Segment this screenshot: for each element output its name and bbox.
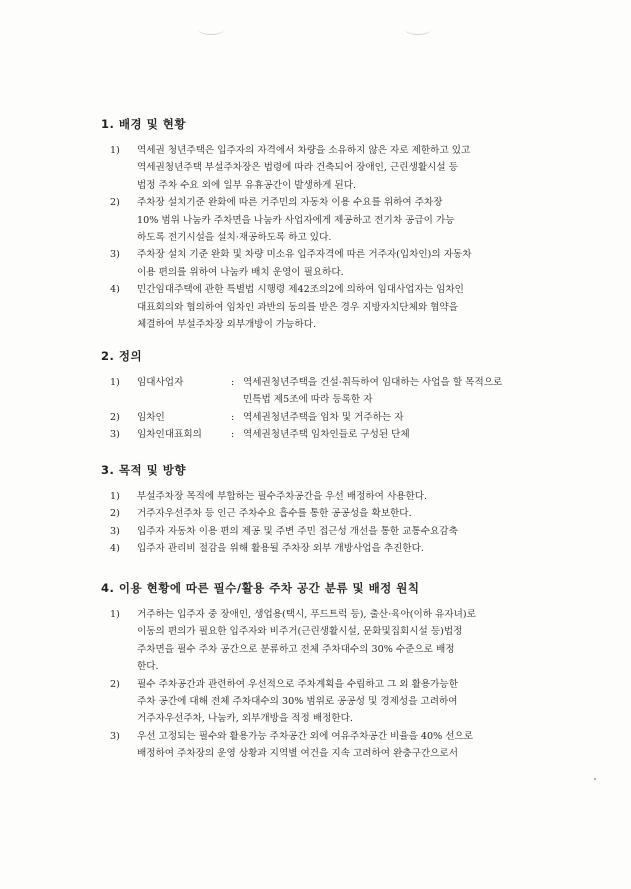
list-item bbox=[101, 540, 541, 557]
text-line: 역세권청년주택을 건설·취득하여 임대하는 사업을 할 목적으로 bbox=[243, 377, 503, 388]
item-number: 3) bbox=[110, 525, 120, 537]
list-item bbox=[101, 505, 541, 522]
text-line: 주차장 설치기준 완화에 따른 거주민의 자동차 이용 수요를 위하여 주차장 bbox=[137, 197, 443, 209]
text-line: 이용 편의를 위하여 나눔카 배치 운영이 필요하다. bbox=[137, 266, 344, 278]
section-purpose bbox=[101, 462, 541, 558]
text-line: 법정 주차 수요 외에 일부 유휴공간이 발생하게 된다. bbox=[137, 179, 357, 191]
text-line: 체결하여 부설주차장 외부개방이 가능하다. bbox=[137, 319, 317, 331]
list-item bbox=[101, 728, 541, 763]
section-background bbox=[101, 116, 541, 333]
definition-term: 임대사업자 bbox=[137, 377, 184, 388]
text-line: 주차면을 필수 주차 공간으로 분류하고 전체 주차대수의 30% 수준으로 배정 bbox=[137, 643, 455, 655]
list-item bbox=[101, 281, 541, 333]
item-number: 2) bbox=[110, 678, 120, 690]
definition-colon: : bbox=[231, 377, 235, 388]
section-heading: 3. 목적 및 방향 bbox=[101, 463, 186, 477]
text-line: 주차장 설치 기준 완화 및 차량 미소유 입주자격에 따른 거주자(입차인)의 자동차 bbox=[137, 249, 472, 261]
text-line: 필수 주차공간과 관련하여 우선적으로 주차계획을 수립하고 그 외 활용가능한 bbox=[137, 678, 458, 690]
item-text bbox=[137, 540, 541, 557]
text-line: 입주자 자동차 이용 편의 제공 및 주변 주민 접근성 개선을 통한 교통수요감축 bbox=[137, 525, 458, 537]
text-line: 민간임대주택에 관한 특별법 시행령 제42조의2에 의하여 임대사업자는 임차인 bbox=[137, 284, 464, 296]
text-line: 입주자 관리비 절감을 위해 활용될 주차장 외부 개방사업을 추진한다. bbox=[137, 543, 424, 555]
item-text bbox=[137, 728, 541, 763]
scan-mark-left bbox=[198, 24, 224, 35]
definition-row bbox=[101, 409, 541, 426]
item-list bbox=[101, 488, 541, 558]
section-heading: 2. 정의 bbox=[101, 349, 143, 363]
definition-row bbox=[101, 374, 541, 409]
text-line: 역세권청년주택을 임차 및 거주하는 자 bbox=[243, 411, 404, 423]
item-number: 1) bbox=[110, 491, 120, 502]
item-list bbox=[101, 606, 541, 763]
text-line: 주차 공간에 대해 전체 주차대수의 30% 범위로 공공성 및 경제성을 고려하여 bbox=[137, 696, 458, 708]
list-item bbox=[101, 194, 541, 246]
list-item bbox=[101, 523, 541, 540]
definition-list bbox=[101, 374, 541, 444]
item-number: 1) bbox=[110, 145, 120, 156]
text-line: 이동의 편의가 필요한 입주자와 비주거(근린생활시설, 문화및집회시설 등)법정 bbox=[137, 626, 463, 638]
item-list bbox=[101, 142, 541, 333]
item-number: 4) bbox=[110, 543, 120, 555]
item-text bbox=[137, 246, 541, 281]
definition-term: 임차인 bbox=[137, 411, 165, 423]
text-line: 민특법 제5조에 따라 등록한 자 bbox=[243, 394, 373, 406]
item-text bbox=[137, 281, 541, 333]
section-allocation bbox=[101, 580, 541, 763]
list-item bbox=[101, 142, 541, 194]
item-text bbox=[137, 142, 541, 194]
section-heading: 4. 이용 현황에 따른 필수/활용 주차 공간 분류 및 배정 원칙 bbox=[101, 581, 420, 595]
text-line: 배정하여 주차장의 운영 상황과 지역별 여건을 지속 고려하여 완충구간으로서 bbox=[137, 748, 458, 760]
list-item bbox=[101, 246, 541, 281]
definition-text bbox=[243, 426, 541, 443]
text-line: 하도록 전기시설을 설치·재공하도록 하고 있다. bbox=[137, 232, 332, 244]
scan-mark-right bbox=[405, 24, 431, 35]
item-number: 4) bbox=[110, 284, 120, 296]
text-line: 거주자우선주차 등 인근 주차수요 흡수를 통한 공공성을 확보한다. bbox=[137, 508, 412, 520]
text-line: 부설주차장 목적에 부합하는 필수주차공간을 우선 배정하여 사용한다. bbox=[137, 491, 428, 502]
text-line: 10% 범위 나눔카 주차면을 나눔카 사업자에게 제공하고 전기차 공급이 가능 bbox=[137, 214, 455, 226]
list-item bbox=[101, 606, 541, 676]
item-text bbox=[137, 523, 541, 540]
item-text bbox=[137, 606, 541, 676]
section-heading: 1. 배경 및 현황 bbox=[101, 117, 186, 131]
item-number: 2) bbox=[110, 508, 120, 520]
definition-row bbox=[101, 426, 541, 443]
item-text bbox=[137, 676, 541, 728]
definition-text bbox=[243, 409, 541, 426]
text-line: 역세권청년주택 임차인들로 구성된 단체 bbox=[243, 429, 410, 441]
section-definitions bbox=[101, 348, 541, 444]
list-item bbox=[101, 676, 541, 728]
text-line: 대표회의와 협의하여 임차인 과반의 동의를 받은 경우 지방자치단체와 협약을 bbox=[137, 301, 458, 313]
list-item bbox=[101, 488, 541, 505]
scan-speck bbox=[594, 778, 596, 780]
text-line: 우선 고정되는 필수와 활용가능 주차공간 외에 여유주차공간 비율을 40% 선으로 bbox=[137, 730, 474, 742]
item-text bbox=[137, 194, 541, 246]
definition-colon: : bbox=[231, 411, 235, 423]
item-number: 3) bbox=[110, 249, 120, 261]
item-number: 2) bbox=[110, 197, 120, 209]
item-number: 1) bbox=[110, 609, 120, 620]
text-line: 한다. bbox=[137, 661, 159, 673]
text-line: 역세권 청년주택은 입주자의 자격에서 차량을 소유하지 않은 자로 제한하고 있고 bbox=[137, 145, 471, 156]
text-line: 역세권청년주택 부설주차장은 법령에 따라 건축되어 장애인, 근린생활시설 등 bbox=[137, 162, 458, 174]
text-line: 거주하는 입주자 중 장애인, 생업용(택시, 푸드트럭 등), 출산·육아(이하 유자녀)로 bbox=[137, 609, 476, 620]
item-number: 3) bbox=[110, 429, 120, 441]
text-line: 거주자우선주차, 나눔카, 외부개방을 적정 배정한다. bbox=[137, 713, 353, 725]
definition-text bbox=[243, 374, 541, 409]
definition-colon: : bbox=[231, 429, 235, 441]
item-number: 2) bbox=[110, 411, 120, 423]
item-number: 1) bbox=[110, 377, 120, 388]
definition-term: 임차인대표회의 bbox=[137, 429, 202, 441]
item-number: 3) bbox=[110, 730, 120, 742]
item-text bbox=[137, 505, 541, 522]
item-text bbox=[137, 488, 541, 505]
